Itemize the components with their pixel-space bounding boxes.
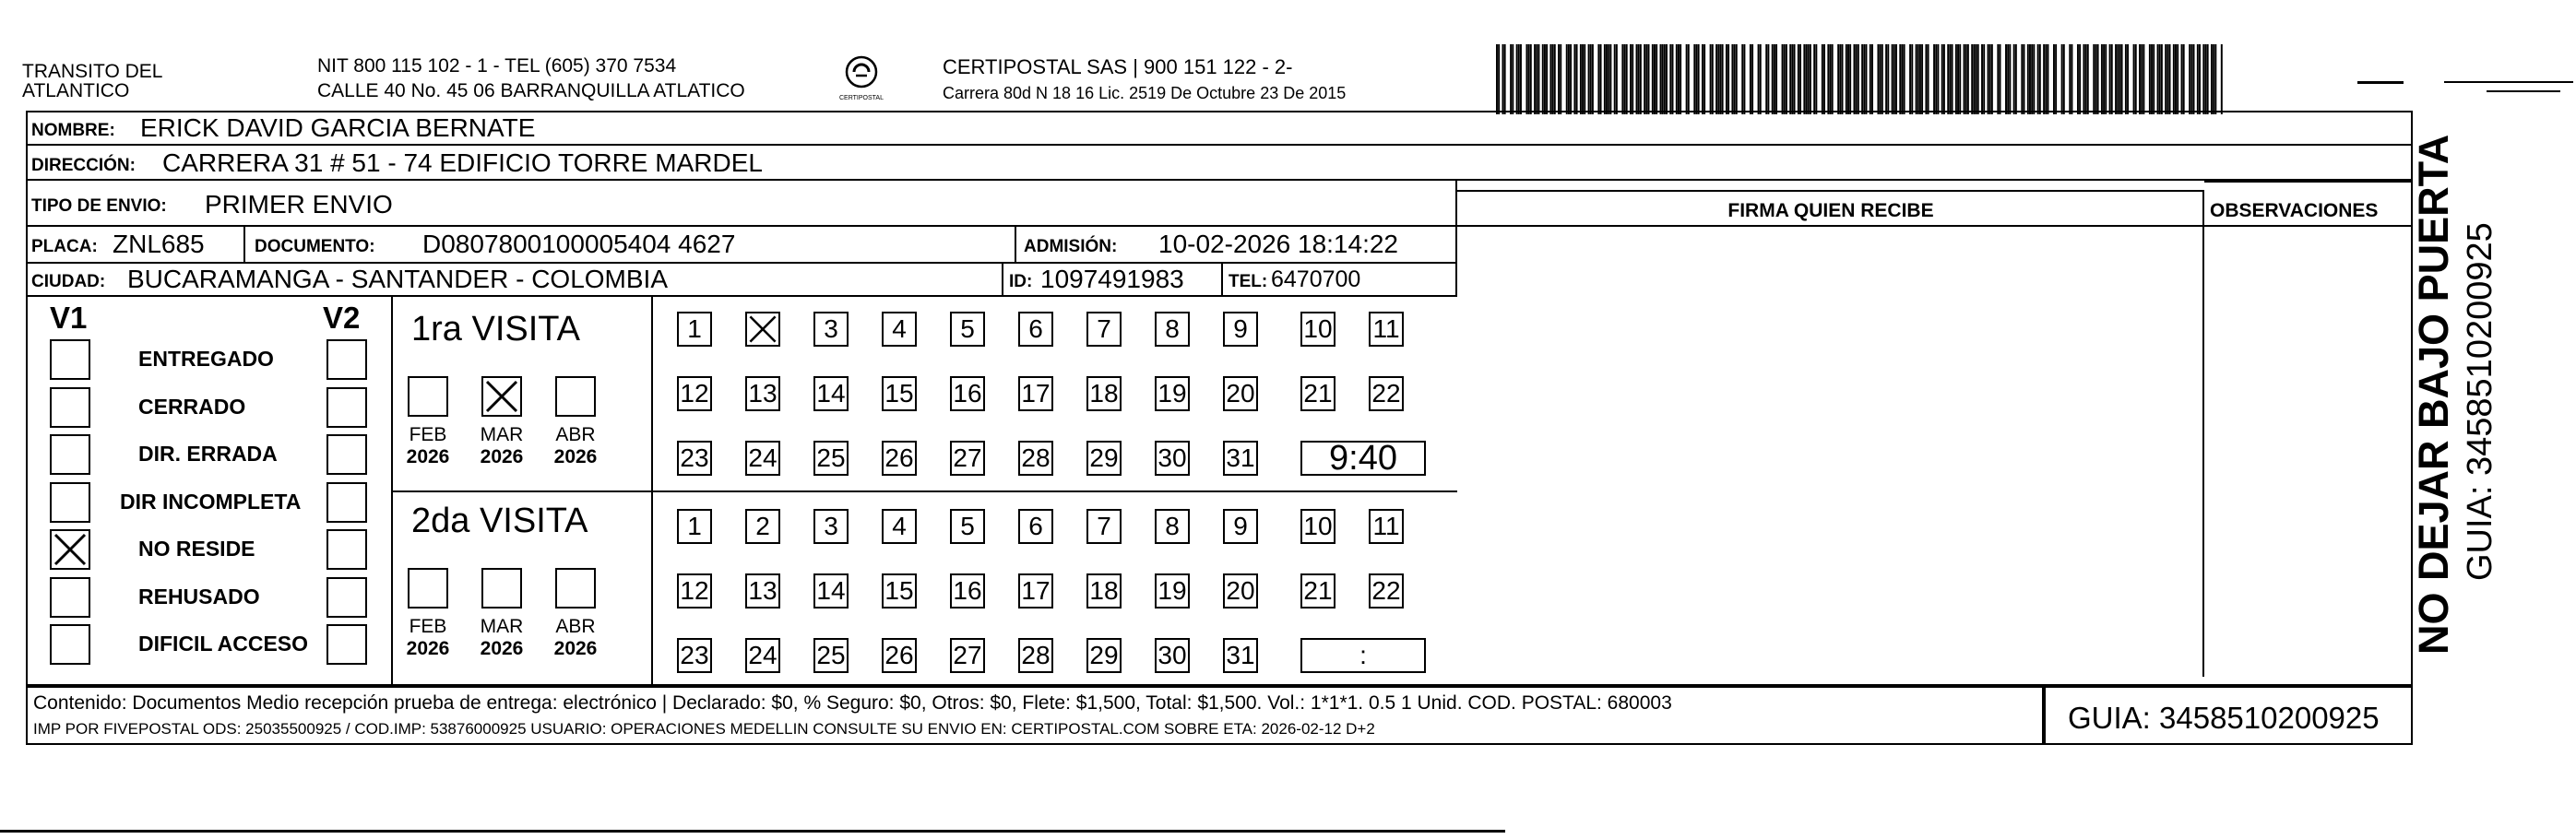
day-box[interactable]: 30: [1155, 638, 1190, 673]
day-box[interactable]: 6: [1018, 312, 1053, 347]
day-box[interactable]: 17: [1018, 573, 1053, 609]
day-box[interactable]: 8: [1155, 312, 1190, 347]
footer-guia-cell: [2044, 686, 2413, 745]
x-mark-icon: [483, 378, 520, 415]
day-box[interactable]: 7: [1086, 509, 1122, 544]
month-label: MAR: [480, 424, 524, 445]
status-label: ENTREGADO: [138, 347, 274, 371]
do-not-leave-under-door: NO DEJAR BAJO PUERTA: [2410, 134, 2457, 655]
v2-checkbox[interactable]: [326, 482, 367, 523]
day-box[interactable]: 23: [677, 441, 712, 476]
document-label: DOCUMENTO:: [255, 237, 375, 256]
signature-area: [1457, 227, 2204, 677]
name-label: NOMBRE:: [31, 121, 115, 140]
cut-mark: [2487, 90, 2560, 92]
day-box[interactable]: 23: [677, 638, 712, 673]
v1-checkbox[interactable]: [50, 434, 90, 475]
day-box[interactable]: 3: [813, 312, 849, 347]
day-box[interactable]: 20: [1223, 573, 1258, 609]
day-box[interactable]: 17: [1018, 376, 1053, 411]
plate-cell: [26, 227, 245, 264]
day-box[interactable]: 18: [1086, 376, 1122, 411]
status-label: CERRADO: [138, 394, 246, 419]
day-box[interactable]: 28: [1018, 638, 1053, 673]
day-box[interactable]: 29: [1086, 441, 1122, 476]
month-checkbox[interactable]: [481, 376, 522, 417]
footer-guia: GUIA: 3458510200925: [2068, 701, 2380, 735]
city-label: CIUDAD:: [31, 272, 106, 291]
id-cell: [1003, 264, 1223, 297]
day-box[interactable]: 11: [1369, 509, 1404, 544]
day-box[interactable]: 10: [1300, 509, 1335, 544]
address-value: CARRERA 31 # 51 - 74 EDIFICIO TORRE MARDEL: [162, 148, 763, 177]
day-box[interactable]: 26: [882, 638, 917, 673]
id-label: ID:: [1009, 272, 1033, 291]
v1-checkbox[interactable]: [50, 482, 90, 523]
v2-checkbox[interactable]: [326, 434, 367, 475]
name-row: [26, 111, 2413, 146]
month-label: MAR: [480, 616, 524, 637]
v2-checkbox[interactable]: [326, 529, 367, 570]
time-field[interactable]: 9:40: [1300, 441, 1426, 476]
month-checkbox[interactable]: [555, 376, 596, 417]
sender-name-line2: ATLANTICO: [22, 80, 130, 101]
day-box[interactable]: 3: [813, 509, 849, 544]
address-row: [26, 146, 2413, 181]
day-box[interactable]: 18: [1086, 573, 1122, 609]
day-box[interactable]: 5: [950, 312, 985, 347]
month-year: 2026: [406, 638, 450, 659]
day-box[interactable]: 31: [1223, 638, 1258, 673]
phone-cell: [1223, 264, 1457, 297]
v1-checkbox[interactable]: [50, 387, 90, 428]
certipostal-logo: [837, 53, 885, 105]
footer-info: [26, 686, 2044, 745]
v2-checkbox[interactable]: [326, 387, 367, 428]
sender-nit-phone: NIT 800 115 102 - 1 - TEL (605) 370 7534: [317, 55, 677, 77]
v2-checkbox[interactable]: [326, 577, 367, 618]
observations-top-border: [2204, 181, 2413, 190]
signature-top-border: [1457, 190, 2204, 192]
day-box[interactable]: 19: [1155, 376, 1190, 411]
month-label: FEB: [409, 616, 447, 637]
day-box[interactable]: 29: [1086, 638, 1122, 673]
visit1-title: 1ra VISITA: [411, 310, 581, 349]
day-box[interactable]: 12: [677, 573, 712, 609]
city-value: BUCARAMANGA - SANTANDER - COLOMBIA: [127, 265, 669, 293]
company-name: CERTIPOSTAL SAS | 900 151 122 - 2-: [943, 55, 1293, 78]
sender-address: CALLE 40 No. 45 06 BARRANQUILLA ATLATICO: [317, 80, 745, 101]
day-box[interactable]: 27: [950, 638, 985, 673]
day-box[interactable]: 9: [1223, 509, 1258, 544]
day-box[interactable]: 25: [813, 441, 849, 476]
v2-checkbox[interactable]: [326, 339, 367, 380]
month-checkbox[interactable]: [555, 568, 596, 609]
day-box[interactable]: 21: [1300, 573, 1335, 609]
day-box[interactable]: 8: [1155, 509, 1190, 544]
v1-checkbox[interactable]: [50, 624, 90, 665]
plate-value: ZNL685: [113, 230, 205, 258]
day-box[interactable]: 30: [1155, 441, 1190, 476]
day-box[interactable]: 12: [677, 376, 712, 411]
observations-header-cell: [2204, 190, 2413, 227]
plate-label: PLACA:: [31, 237, 98, 256]
day-box[interactable]: 27: [950, 441, 985, 476]
x-mark-icon: [52, 531, 89, 568]
status-label: DIR. ERRADA: [138, 442, 278, 466]
day-box[interactable]: 10: [1300, 312, 1335, 347]
day-box[interactable]: 5: [950, 509, 985, 544]
day-box[interactable]: 31: [1223, 441, 1258, 476]
barcode: [1496, 44, 2223, 114]
month-checkbox[interactable]: [408, 568, 448, 609]
day-box[interactable]: 22: [1369, 376, 1404, 411]
admission-cell: [1016, 227, 1457, 264]
address-label: DIRECCIÓN:: [31, 156, 136, 175]
cut-mark: [2444, 81, 2573, 83]
day-box[interactable]: 16: [950, 573, 985, 609]
day-box[interactable]: 19: [1155, 573, 1190, 609]
v2-checkbox[interactable]: [326, 624, 367, 665]
day-box[interactable]: 1: [677, 312, 712, 347]
day-box[interactable]: 4: [882, 509, 917, 544]
time-field[interactable]: :: [1300, 638, 1426, 673]
day-box[interactable]: 15: [882, 376, 917, 411]
day-box[interactable]: 7: [1086, 312, 1122, 347]
admission-label: ADMISIÓN:: [1024, 237, 1118, 256]
day-box[interactable]: 13: [745, 573, 780, 609]
v1-label: V1: [50, 301, 88, 335]
imp-line: IMP POR FIVEPOSTAL ODS: 25035500925 / COD.IMP: 53876000925 USUARIO: OPERACIONES MEDELLIN CONSULTE SU ENVIO EN: CERTIPOSTAL.COM SOBRE ETA: 2026-02-12 D+2: [33, 720, 1375, 738]
status-label: DIR INCOMPLETA: [120, 489, 302, 514]
month-year: 2026: [406, 446, 450, 467]
day-box[interactable]: 9: [1223, 312, 1258, 347]
month-year: 2026: [553, 446, 598, 467]
month-year: 2026: [480, 638, 524, 659]
x-mark-icon: [747, 313, 778, 345]
signature-header-cell: [1457, 190, 2204, 227]
day-box[interactable]: 2: [745, 509, 780, 544]
day-box[interactable]: 22: [1369, 573, 1404, 609]
day-box[interactable]: 25: [813, 638, 849, 673]
observations-header: OBSERVACIONES: [2210, 200, 2379, 221]
status-label: DIFICIL ACCESO: [138, 632, 309, 656]
day-box[interactable]: 28: [1018, 441, 1053, 476]
side-guia: GUIA: 3458510200925: [2461, 222, 2499, 581]
month-label: ABR: [555, 424, 596, 445]
content-line: Contenido: Documentos Medio recepción prueba de entrega: electrónico | Declarado: $0, % Seguro: $0, Otros: $0, Flete: $1,500, Total: $1,500. Vol.: 1*1*1. 0.5 1 Unid. COD. POSTAL: 680003: [33, 692, 1672, 714]
shipment-type-row: [26, 181, 1457, 227]
month-label: ABR: [555, 616, 596, 637]
cut-line: [0, 830, 1505, 833]
name-value: ERICK DAVID GARCIA BERNATE: [140, 113, 536, 142]
phone-value: 6470700: [1271, 266, 1361, 292]
status-label: REHUSADO: [138, 584, 260, 609]
shipment-type-label: TIPO DE ENVIO:: [31, 196, 167, 216]
day-box[interactable]: 13: [745, 376, 780, 411]
day-box[interactable]: [745, 312, 780, 347]
day-box[interactable]: 26: [882, 441, 917, 476]
id-value: 1097491983: [1040, 265, 1184, 293]
v1-checkbox[interactable]: [50, 529, 90, 570]
day-box[interactable]: 16: [950, 376, 985, 411]
day-box[interactable]: 15: [882, 573, 917, 609]
day-box[interactable]: 14: [813, 376, 849, 411]
month-year: 2026: [553, 638, 598, 659]
month-checkbox[interactable]: [481, 568, 522, 609]
v1-checkbox[interactable]: [50, 577, 90, 618]
month-year: 2026: [480, 446, 524, 467]
company-license: Carrera 80d N 18 16 Lic. 2519 De Octubre 23 De 2015: [943, 84, 1347, 102]
v1-checkbox[interactable]: [50, 339, 90, 380]
signature-header: FIRMA QUIEN RECIBE: [1727, 200, 1934, 221]
shipment-type-value: PRIMER ENVIO: [205, 190, 393, 219]
document-cell: [245, 227, 1016, 264]
day-box[interactable]: 21: [1300, 376, 1335, 411]
day-box[interactable]: 24: [745, 441, 780, 476]
svg-text:CERTIPOSTAL: CERTIPOSTAL: [839, 95, 884, 101]
day-box[interactable]: 14: [813, 573, 849, 609]
status-label: NO RESIDE: [138, 537, 255, 561]
cut-mark: [2357, 81, 2404, 84]
v2-label: V2: [323, 301, 361, 335]
document-value: D0807800100005404 4627: [422, 230, 736, 258]
month-checkbox[interactable]: [408, 376, 448, 417]
day-box[interactable]: 24: [745, 638, 780, 673]
day-box[interactable]: 6: [1018, 509, 1053, 544]
day-box[interactable]: 20: [1223, 376, 1258, 411]
city-cell: [26, 264, 1003, 297]
day-box[interactable]: 1: [677, 509, 712, 544]
sender-name-line1: TRANSITO DEL: [22, 61, 163, 82]
month-label: FEB: [409, 424, 447, 445]
visit2-title: 2da VISITA: [411, 502, 588, 540]
phone-label: TEL:: [1229, 272, 1268, 291]
admission-value: 10-02-2026 18:14:22: [1158, 230, 1398, 258]
day-box[interactable]: 11: [1369, 312, 1404, 347]
day-box[interactable]: 4: [882, 312, 917, 347]
